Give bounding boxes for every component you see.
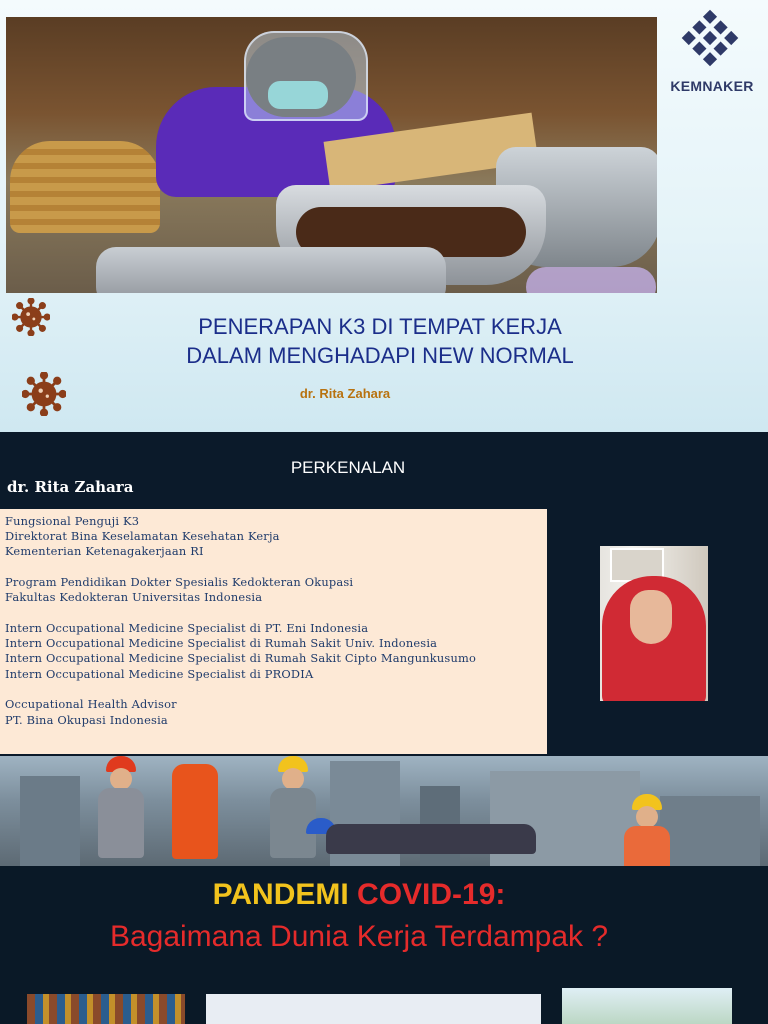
office-photo [562,988,732,1024]
title-pandemi: PANDEMI [212,878,349,911]
slide-pandemic [0,756,768,1024]
profile-line: Intern Occupational Medicine Specialist di Rumah Sakit Univ. Indonesia [5,636,438,650]
slide-title [0,878,718,912]
market-vendor-photo [6,17,657,293]
profile-line: Program Pendidikan Dokter Spesialis Kedokteran Okupasi [5,575,354,589]
profile-line: Intern Occupational Medicine Specialist di Rumah Sakit Cipto Mangunkusumo [5,651,477,665]
profile-line: Fakultas Kedokteran Universitas Indonesia [5,590,263,604]
profile-line: PT. Bina Okupasi Indonesia [5,713,168,727]
profile-line: Intern Occupational Medicine Specialist di PRODIA [5,667,314,681]
presenter-name: dr. Rita Zahara [7,478,134,496]
title-covid: COVID-19: [357,878,506,911]
profile-line: Intern Occupational Medicine Specialist di PT. Eni Indonesia [5,621,369,635]
content-box [206,994,541,1024]
author-name: dr. Rita Zahara [299,386,391,401]
meeting-photo [27,994,185,1024]
profile-line: Fungsional Penguji K3 [5,514,140,528]
logo-text: KEMNAKER [670,78,754,94]
presenter-photo [600,546,708,701]
slide-introduction [0,432,768,756]
profile-line: Kementerian Ketenagakerjaan RI [5,544,204,558]
virus-icon [22,372,66,416]
profile-line: Direktorat Bina Keselamatan Kesehatan Kerja [5,529,280,543]
kemnaker-logo [672,6,762,96]
slide-subtitle: Bagaimana Dunia Kerja Terdampak ? [109,920,609,953]
slide-title [0,0,768,432]
virus-icon [12,298,50,336]
slide-title-text [110,312,650,370]
profile-line: Occupational Health Advisor [5,697,177,711]
title-line-1: PENERAPAN K3 DI TEMPAT KERJA [198,314,562,339]
kemnaker-emblem-icon [678,6,742,70]
slide-heading: PERKENALAN [290,458,406,477]
profile-box [0,509,547,754]
title-line-2: DALAM MENGHADAPI NEW NORMAL [186,343,574,368]
workers-photo [0,756,768,866]
